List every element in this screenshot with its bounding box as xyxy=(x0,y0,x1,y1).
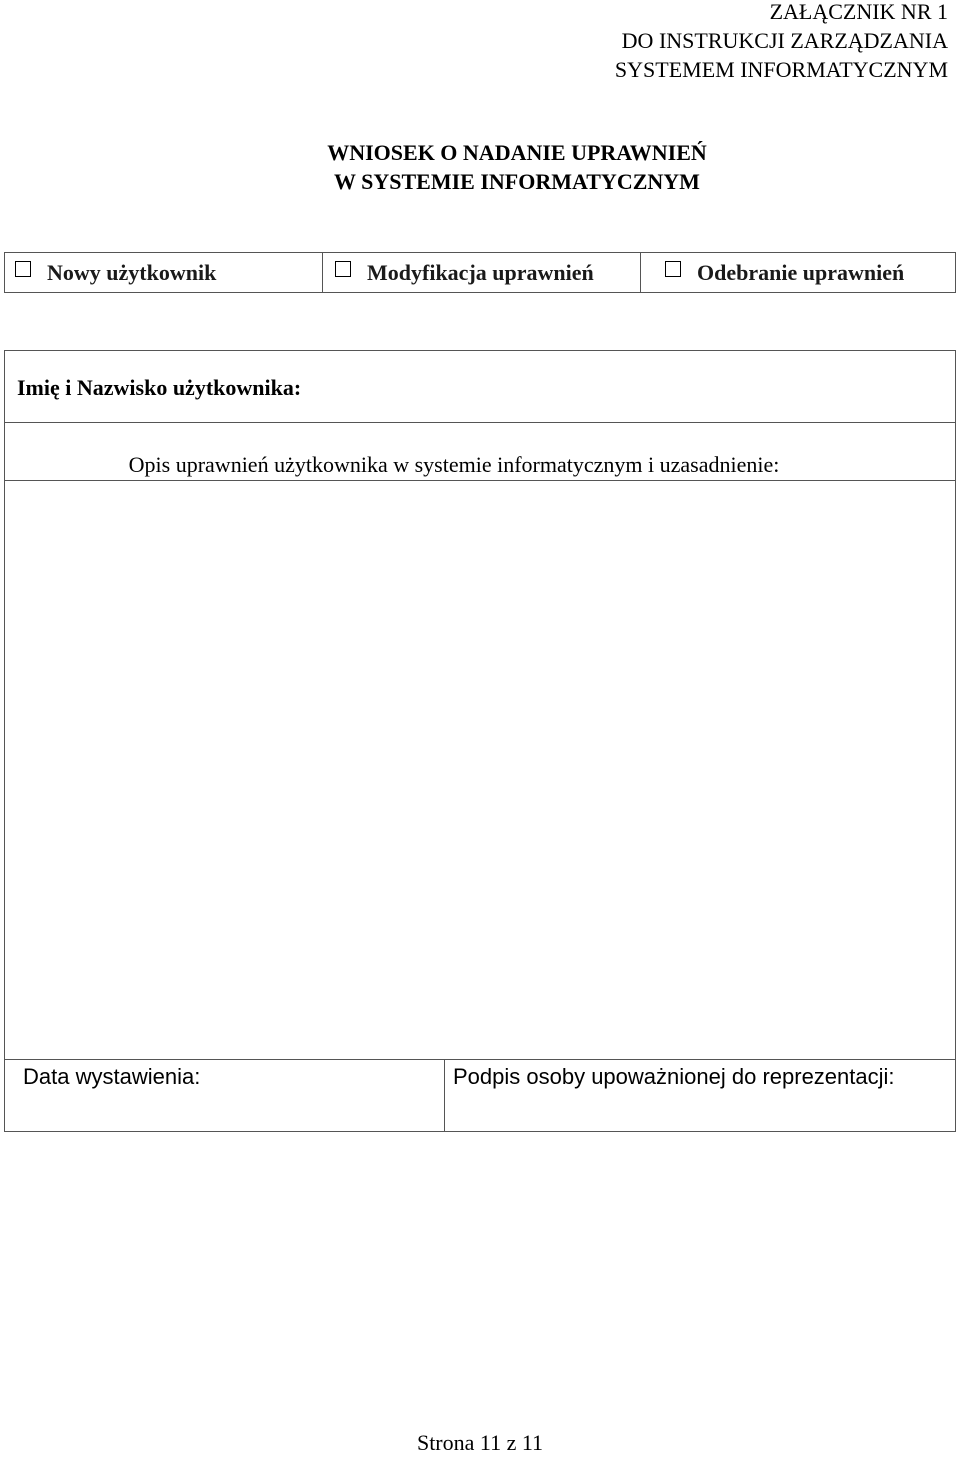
option-new-user[interactable] xyxy=(5,253,322,292)
document-title xyxy=(0,138,960,196)
option-modify-permissions[interactable] xyxy=(322,253,640,292)
checkbox-icon[interactable] xyxy=(335,261,351,277)
option-modify-permissions-label: Modyfikacja uprawnień xyxy=(367,259,594,285)
description-label: Opis uprawnień użytkownika w systemie informatycznym i uzasadnienie: xyxy=(128,452,780,477)
attachment-header xyxy=(615,0,948,84)
option-revoke-permissions-label: Odebranie uprawnień xyxy=(697,259,905,285)
user-name-field[interactable] xyxy=(5,351,955,423)
option-revoke-permissions[interactable] xyxy=(640,253,955,292)
attachment-header-line1: ZAŁĄCZNIK NR 1 xyxy=(769,0,948,24)
signature-field[interactable] xyxy=(445,1060,955,1131)
user-name-label: Imię i Nazwisko użytkownika: xyxy=(17,375,302,400)
issue-date-field[interactable] xyxy=(5,1060,445,1131)
document-title-line1: WNIOSEK O NADANIE UPRAWNIEŃ xyxy=(327,140,707,165)
page-number: Strona 11 z 11 xyxy=(416,1430,544,1455)
description-header xyxy=(5,423,955,481)
issue-date-label: Data wystawienia: xyxy=(23,1064,201,1089)
request-form-table xyxy=(4,350,956,1132)
checkbox-icon[interactable] xyxy=(15,261,31,277)
description-field[interactable] xyxy=(5,481,955,1059)
document-title-line2: W SYSTEMIE INFORMATYCZNYM xyxy=(334,169,700,194)
attachment-header-line2: DO INSTRUKCJI ZARZĄDZANIA xyxy=(621,28,948,53)
request-type-options xyxy=(4,252,956,293)
option-new-user-label: Nowy użytkownik xyxy=(47,259,217,285)
attachment-header-line3: SYSTEMEM INFORMATYCZNYM xyxy=(614,57,948,82)
signature-label: Podpis osoby upoważnionej do reprezentacji: xyxy=(453,1064,895,1089)
checkbox-icon[interactable] xyxy=(665,261,681,277)
signature-row xyxy=(5,1059,955,1131)
